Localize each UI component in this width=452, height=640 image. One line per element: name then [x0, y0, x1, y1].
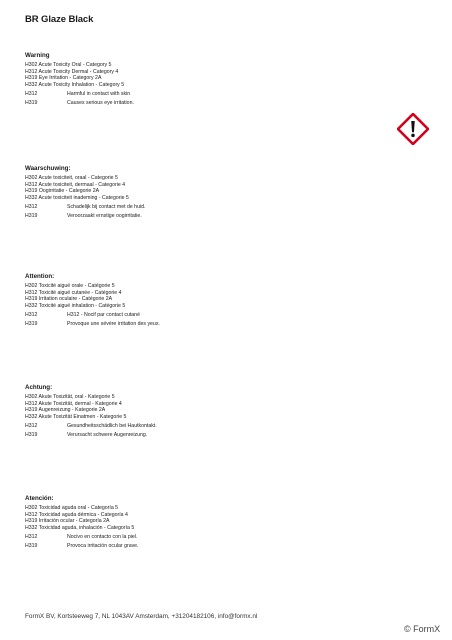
- hazard-statements: [25, 91, 325, 106]
- hazard-statements: [25, 204, 325, 219]
- hazard-statements: [25, 312, 325, 327]
- hazard-text: Causes serious eye irritation.: [67, 99, 134, 106]
- brand-logo: © FormX: [404, 624, 441, 634]
- hazard-code: H319: [25, 99, 38, 106]
- exclamation-dot: [411, 134, 415, 138]
- hazard-text: Gesundheitsschädlich bei Hautkontakt.: [67, 422, 157, 429]
- hazard-code: H312: [25, 311, 38, 318]
- hazard-classification-line: H302 Acute toxiciteit, oraal - Categorie 5: [25, 175, 118, 181]
- hazard-classification-line: H319 Oogirritatie - Categorie 2A: [25, 188, 100, 195]
- hazard-classification-line: H302 Toxicité aiguë orale - Catégorie 5: [25, 283, 115, 289]
- hazard-statement: [25, 204, 325, 210]
- footer-address: FormX BV, Kortsteeweg 7, NL 1043AV Amsterdam, +31204182106, info@formx.nl: [25, 613, 258, 620]
- hazard-statement: [25, 423, 325, 429]
- hazard-code: H319: [25, 212, 38, 219]
- hazard-classification-line: H319 Augenreizung - Kategorie 2A: [25, 407, 106, 414]
- hazard-section-de: [25, 384, 325, 438]
- hazard-section-nl: [25, 165, 325, 219]
- section-heading: Warning: [25, 52, 50, 59]
- hazard-classification-line: H332 Toxicidad aguda, inhalación - Categoría 5: [25, 524, 135, 531]
- hazard-text: Verursacht schwere Augenreizung.: [67, 431, 148, 438]
- hazard-classification-line: H312 Toxicidad aguda dérmica - Categoría 4: [25, 511, 128, 518]
- hazard-section-en: [25, 52, 325, 106]
- hazard-text: H312 - Nocif par contact cutané: [67, 311, 140, 318]
- hazard-classification-line: H302 Akute Toxizität, oral - Kategorie 5: [25, 394, 115, 400]
- hazard-code: H319: [25, 431, 38, 438]
- hazard-classification-line: H312 Akute Toxizität, dermal - Kategorie 4: [25, 400, 122, 407]
- document-title: BR Glaze Black: [25, 14, 94, 25]
- hazard-classification-line: H312 Acute Toxicity Dermal - Category 4: [25, 68, 119, 75]
- hazard-classification-line: H312 Toxicité aiguë cutanée - Catégorie 4: [25, 289, 122, 296]
- hazard-classification-list: [25, 62, 325, 88]
- hazard-statements: [25, 423, 325, 438]
- hazard-code: H319: [25, 542, 38, 549]
- hazard-text: Schadelijk bij contact met de huid.: [67, 203, 146, 210]
- section-heading: Attention:: [25, 273, 55, 280]
- hazard-classification-line: H332 Acute Toxicity Inhalation - Category 5: [25, 81, 125, 88]
- hazard-code: H312: [25, 422, 38, 429]
- section-heading: Atención:: [25, 495, 54, 502]
- hazard-section-es: [25, 495, 325, 549]
- hazard-text: Provoca irritación ocular grave.: [67, 542, 139, 549]
- hazard-code: H312: [25, 203, 38, 210]
- hazard-section-fr: [25, 273, 325, 327]
- hazard-statement: [25, 321, 325, 327]
- hazard-classification-list: [25, 505, 325, 531]
- hazard-code: H319: [25, 320, 38, 327]
- hazard-classification-line: H302 Toxicidad aguda oral - Categoría 5: [25, 505, 119, 511]
- hazard-classification-list: [25, 283, 325, 309]
- hazard-statement: [25, 543, 325, 549]
- hazard-classification-line: H319 Eye Irritation - Category 2A: [25, 75, 102, 82]
- hazard-text: Nocivo en contacto con la piel.: [67, 533, 138, 540]
- hazard-text: Veroorzaakt ernstige oogirritatie.: [67, 212, 142, 219]
- hazard-statement: [25, 213, 325, 219]
- hazard-classification-list: [25, 394, 325, 420]
- hazard-classification-line: H319 Irritación ocular - Categoría 2A: [25, 518, 110, 525]
- section-heading: Waarschuwing:: [25, 165, 71, 172]
- hazard-code: H312: [25, 533, 38, 540]
- hazard-text: Provoque une sévère irritation des yeux.: [67, 320, 160, 327]
- hazard-statement: [25, 100, 325, 106]
- hazard-classification-line: H332 Acute toxiciteit inademing - Categorie 5: [25, 194, 129, 201]
- hazard-classification-line: H312 Acute toxiciteit, dermaal - Categorie 4: [25, 181, 126, 188]
- hazard-classification-list: [25, 175, 325, 201]
- ghs07-exclamation-mark-icon: [397, 113, 429, 145]
- hazard-statement: [25, 534, 325, 540]
- hazard-statements: [25, 534, 325, 549]
- hazard-classification-line: H302 Acute Toxicity Oral - Category 5: [25, 62, 112, 68]
- hazard-classification-line: H319 Irritation oculaire - Catégorie 2A: [25, 296, 113, 303]
- hazard-classification-line: H332 Akute Toxizität Einatmen - Kategorie 5: [25, 413, 127, 420]
- section-heading: Achtung:: [25, 384, 53, 391]
- hazard-statement: [25, 312, 325, 318]
- hazard-statement: [25, 91, 325, 97]
- hazard-code: H312: [25, 90, 38, 97]
- hazard-classification-line: H332 Toxicité aiguë inhalation - Catégorie 5: [25, 302, 126, 309]
- hazard-statement: [25, 432, 325, 438]
- hazard-text: Harmful in contact with skin: [67, 90, 131, 97]
